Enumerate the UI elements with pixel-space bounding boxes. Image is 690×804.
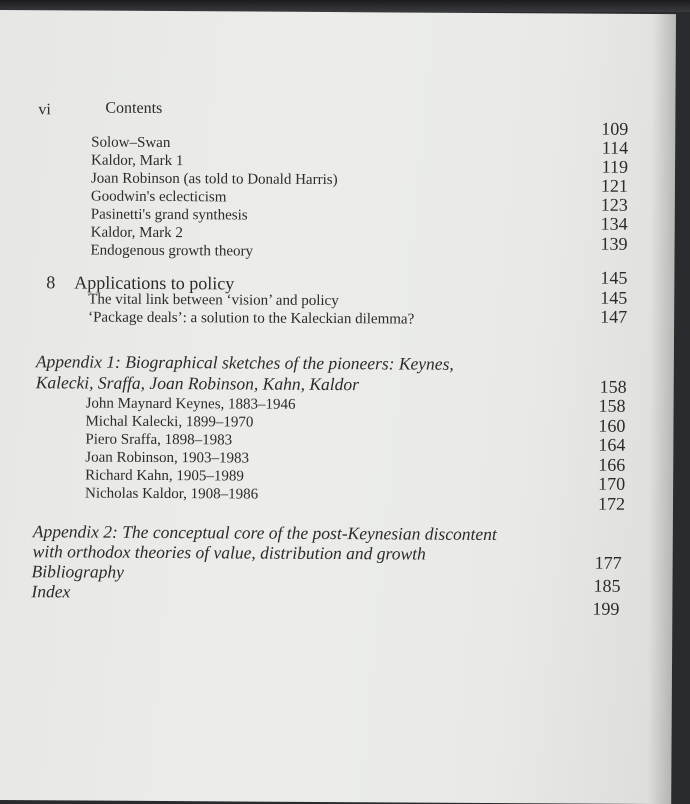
page-number: 177 (594, 552, 622, 573)
toc-entry: Nicholas Kaldor, 1908–1986 (84, 485, 259, 503)
page-number: 158 (599, 376, 627, 397)
page-number: 139 (600, 233, 628, 254)
toc-entry: The vital link between ‘vision’ and policy (88, 291, 339, 310)
toc-entry: Goodwin's eclecticism (90, 188, 227, 206)
toc-entry: Piero Sraffa, 1898–1983 (85, 431, 233, 449)
bibliography-label: Bibliography (31, 561, 124, 582)
toc-entry: Endogenous growth theory (90, 242, 254, 260)
page-number: 166 (598, 454, 626, 475)
toc-entry: Kaldor, Mark 1 (91, 152, 184, 170)
page-number: 199 (592, 598, 620, 619)
toc-entry: Richard Kahn, 1905–1989 (85, 467, 244, 485)
page-number: 109 (601, 118, 629, 139)
page-number: 145 (600, 287, 628, 308)
chapter-number: 8 (46, 272, 56, 293)
page-number: 123 (600, 194, 628, 215)
page-number: 145 (600, 267, 628, 288)
toc-entry: John Maynard Keynes, 1883–1946 (85, 395, 296, 413)
chapter-title: Applications to policy (74, 272, 235, 294)
page-number: 160 (598, 415, 626, 436)
page-number: 172 (597, 493, 626, 514)
toc-entry: Solow–Swan (91, 134, 171, 152)
page-number: 185 (593, 575, 621, 596)
page-number: 164 (598, 434, 626, 455)
page-number: 170 (598, 473, 626, 494)
appendix-title: Kalecki, Sraffa, Joan Robinson, Kahn, Kaldor (35, 372, 360, 395)
page-edge-shadow (647, 14, 676, 804)
page-number: 134 (600, 213, 628, 234)
page-number: 114 (601, 137, 629, 158)
appendix-title: Appendix 1: Biographical sketches of the pioneers: Keynes, (35, 351, 454, 374)
page-title: Contents (105, 99, 163, 117)
page-number: 121 (600, 175, 628, 196)
page-folio: vi (38, 101, 51, 119)
index-label: Index (31, 581, 71, 602)
appendix-title: Appendix 2: The conceptual core of the post-Keynesian discontent (32, 521, 497, 545)
toc-entry: Joan Robinson (as told to Donald Harris) (90, 170, 338, 189)
page-number: 147 (600, 306, 628, 327)
toc-entry: ‘Package deals’: a solution to the Kaleckian dilemma? (88, 309, 415, 328)
page-number: 158 (598, 395, 626, 416)
toc-entry: Joan Robinson, 1903–1983 (85, 449, 250, 467)
toc-entry: Kaldor, Mark 2 (90, 224, 183, 242)
appendix-title: with orthodox theories of value, distribution and growth (32, 541, 426, 564)
page-number: 119 (601, 156, 629, 177)
toc-entry: Pasinetti's grand synthesis (90, 206, 248, 224)
contents-page (0, 10, 676, 804)
toc-entry: Michal Kalecki, 1899–1970 (85, 413, 254, 431)
